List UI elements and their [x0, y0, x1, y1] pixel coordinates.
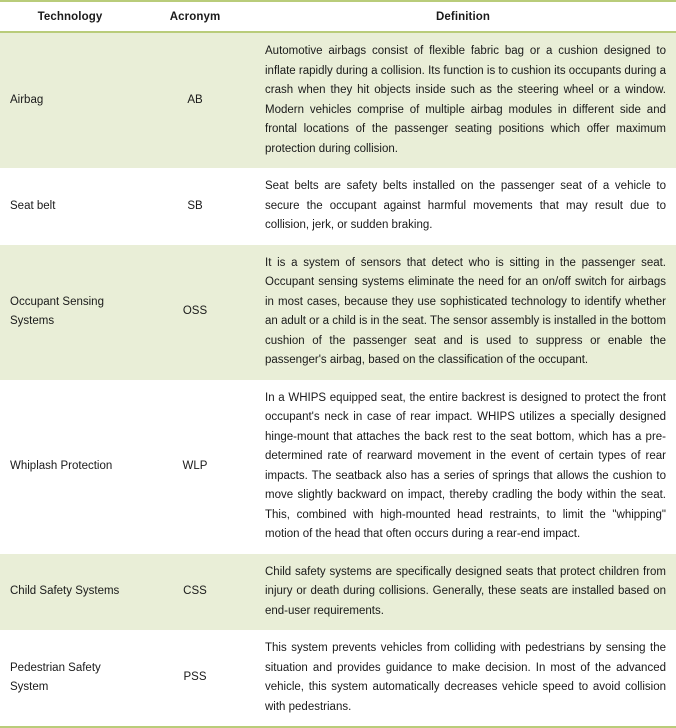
- table-row: [0, 168, 676, 245]
- cell-definition: [250, 245, 676, 380]
- table-row: [0, 630, 676, 727]
- table-row: [0, 554, 676, 631]
- definition-text: Automotive airbags consist of flexible fabric bag or a cushion designed to inflate rapidly during a collision. Its function is to cushion its occupants during a crash when they hit objects inside such as the steering wheel or a window. Modern vehicles comprise of multiple airbag modules in different side and frontal locations of the passenger seating positions which offer maximum protection during collision.: [265, 45, 666, 155]
- cell-technology: Seat belt: [0, 168, 140, 245]
- cell-acronym: OSS: [140, 245, 250, 380]
- cell-technology: Occupant Sensing Systems: [0, 245, 140, 380]
- cell-definition: [250, 168, 676, 245]
- cell-definition: [250, 32, 676, 168]
- table-row: [0, 32, 676, 168]
- definition-text: It is a system of sensors that detect who is sitting in the passenger seat. Occupant sensing systems eliminate the need for an on/off switch for airbags in most cases, because they use sophisticated technology to identify whether an adult or a child is in the seat. The sensor assembly is installed in the bottom cushion of the passenger seat and is used to suppress or enable the passenger's airbag, based on the classification of the occupant.: [265, 256, 666, 366]
- cell-acronym: SB: [140, 168, 250, 245]
- cell-technology: Pedestrian Safety System: [0, 630, 140, 727]
- cell-technology: Whiplash Protection: [0, 380, 140, 554]
- column-header-technology: Technology: [0, 1, 140, 32]
- definition-text: Child safety systems are specifically designed seats that protect children from injury or death during collisions. Generally, these seats are installed based on end-user requirements.: [265, 565, 666, 617]
- cell-definition: [250, 380, 676, 554]
- table-row: [0, 245, 676, 380]
- cell-definition: [250, 554, 676, 631]
- table-row: [0, 380, 676, 554]
- cell-acronym: CSS: [140, 554, 250, 631]
- definition-text: This system prevents vehicles from colliding with pedestrians by sensing the situation and provides guidance to make decision. In most of the advanced vehicle, this system automatically decreases vehicle speed to avoid collision with pedestrians.: [265, 642, 666, 713]
- cell-acronym: WLP: [140, 380, 250, 554]
- cell-acronym: PSS: [140, 630, 250, 727]
- cell-definition: [250, 630, 676, 727]
- cell-technology: Airbag: [0, 32, 140, 168]
- cell-technology: Child Safety Systems: [0, 554, 140, 631]
- definition-text: Seat belts are safety belts installed on the passenger seat of a vehicle to secure the occupant against harmful movements that may result due to collision, jerk, or sudden braking.: [265, 180, 666, 231]
- definition-text: In a WHIPS equipped seat, the entire backrest is designed to protect the front occupant's neck in case of rear impact. WHIPS utilizes a specially designed hinge-mount that attaches the back rest to the seat bottom, which has a pre-determined rate of rearward movement in the event of certain types of rear impacts. The seatback also has a series of springs that allows the cushion to move slightly backward on impact, thereby cradling the body within the seat. This, combined with high-mounted head restraints, to limit the "whipping" motion of the head that often occurs during a rear-end impact.: [265, 391, 666, 540]
- cell-acronym: AB: [140, 32, 250, 168]
- table-header-row: [0, 1, 676, 32]
- column-header-acronym: Acronym: [140, 1, 250, 32]
- table-body: [0, 32, 676, 727]
- column-header-definition: Definition: [250, 1, 676, 32]
- table-header: [0, 1, 676, 32]
